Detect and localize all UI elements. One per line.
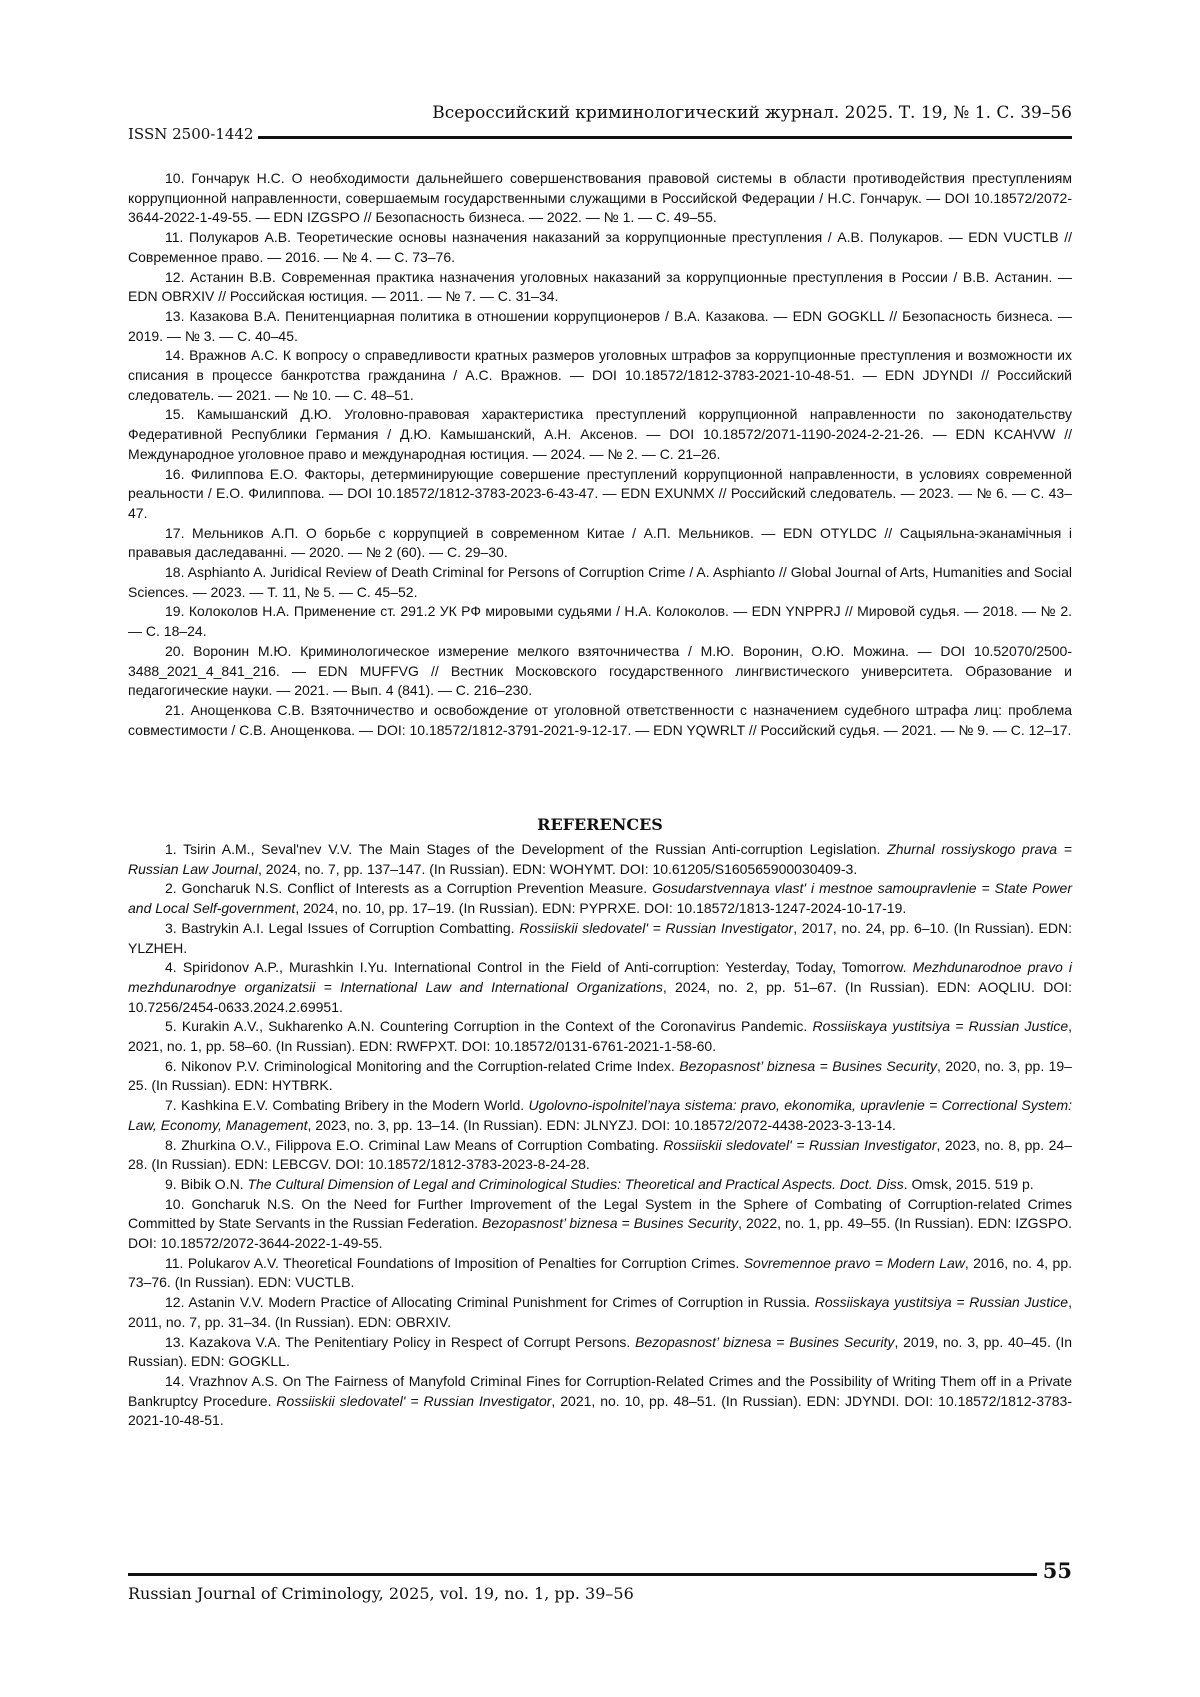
reference-details: , 2024, no. 10, pp. 17–19. (In Russian). EDN: PYPRXE. DOI: 10.18572/1813-1247-2024-10-17-19. — [295, 900, 906, 916]
reference-source: Rossiiskii sledovatel' = Russian Investigator — [276, 1393, 551, 1409]
reference-item: 13. Казакова В.А. Пенитенциарная политика в отношении коррупционеров / В.А. Казакова. — EDN GOGKLL // Безопасность бизнеса. — 2019. — № 3. — С. 40–45. — [128, 307, 1072, 346]
reference-details: , 2017, no. 24, pp. 6–10. (In Russian). EDN: YLZHEH. — [128, 920, 1072, 956]
footer-journal-citation: Russian Journal of Criminology, 2025, vol. 19, no. 1, pp. 39–56 — [128, 1584, 634, 1603]
reference-details: . Omsk, 2015. 519 p. — [904, 1176, 1034, 1192]
reference-source: Bezopasnost’ biznesa = Busines Security — [679, 1058, 937, 1074]
reference-authors-title: 1. Tsirin A.M., Seval'nev V.V. The Main Stages of the Development of the Russian Anti-corruption Legislation. — [165, 841, 887, 857]
reference-item — [128, 1333, 1072, 1372]
reference-authors-title: 12. Astanin V.V. Modern Practice of Allocating Criminal Punishment for Crimes of Corruption in Russia. — [165, 1294, 815, 1310]
reference-details: , 2023, no. 8, pp. 24–28. (In Russian). EDN: LEBCGV. DOI: 10.18572/1812-3783-2023-8-24-28. — [128, 1137, 1072, 1173]
reference-item: 17. Мельников А.П. О борьбе с коррупцией в современном Китае / А.П. Мельников. — EDN OTYLDC // Сацыяльна-эканамічныя і прававыя даследаванні. — 2020. — № 2 (60). — С. 29–30. — [128, 524, 1072, 563]
reference-source: Rossiiskii sledovatel' = Russian Investigator — [663, 1137, 936, 1153]
page-number: 55 — [1037, 1558, 1072, 1583]
reference-item: 12. Астанин В.В. Современная практика назначения уголовных наказаний за коррупционные преступления в России / В.В. Астанин. — EDN OBRXIV // Российская юстиция. — 2011. — № 7. — С. 31–34. — [128, 268, 1072, 307]
reference-details: , 2019, no. 3, pp. 40–45. (In Russian). EDN: GOGKLL. — [128, 1334, 1072, 1370]
reference-authors-title: 8. Zhurkina O.V., Filippova E.O. Criminal Law Means of Corruption Combating. — [165, 1137, 663, 1153]
reference-item — [128, 1096, 1072, 1135]
reference-item: 18. Asphianto A. Juridical Review of Death Criminal for Persons of Corruption Crime / A. Asphianto // Global Journal of Arts, Humanities and Social Sciences. — 2023. — Т. 11, № 5. — С. 45–52. — [128, 563, 1072, 602]
reference-source: The Cultural Dimension of Legal and Criminological Studies: Theoretical and Practical Aspects. Doct. Diss — [247, 1176, 903, 1192]
reference-details: , 2011, no. 7, pp. 31–34. (In Russian). EDN: OBRXIV. — [128, 1294, 1072, 1330]
reference-item: 21. Анощенкова С.В. Взяточничество и освобождение от уголовной ответственности с назначением судебного штрафа лиц: проблема совместимости / С.В. Анощенкова. — DOI: 10.18572/1812-3791-2021-9-12-17. — EDN YQWRLT // Российский судья. — 2021. — № 9. — С. 12–17. — [128, 701, 1072, 740]
reference-item — [128, 1175, 1072, 1195]
reference-authors-title: 5. Kurakin A.V., Sukharenko A.N. Countering Corruption in the Context of the Coronavirus Pandemic. — [165, 1018, 812, 1034]
reference-item — [128, 1057, 1072, 1096]
reference-details: , 2020, no. 3, pp. 19–25. (In Russian). EDN: HYTBRK. — [128, 1058, 1072, 1094]
reference-source: Gosudarstvennaya vlast' i mestnoe samoupravlenie = State Power and Local Self-government — [128, 880, 1072, 916]
reference-details: , 2021, no. 10, pp. 48–51. (In Russian). EDN: JDYNDI. DOI: 10.18572/1812-3783-2021-10-48-51. — [128, 1393, 1072, 1429]
footer-rule — [128, 1573, 1054, 1576]
reference-item: 11. Полукаров А.В. Теоретические основы назначения наказаний за коррупционные преступления / А.В. Полукаров. — EDN VUCTLB // Современное право. — 2016. — № 4. — С. 73–76. — [128, 228, 1072, 267]
reference-source: Rossiiskii sledovatel' = Russian Investigator — [519, 920, 793, 936]
reference-item: 20. Воронин М.Ю. Криминологическое измерение мелкого взяточничества / М.Ю. Воронин, О.Ю. Можина. — DOI 10.52070/2500-3488_2021_4_841_216. — EDN MUFFVG // Вестник Московского государственного лингвистического университета. Образование и педагогические науки. — 2021. — Вып. 4 (841). — С. 216–230. — [128, 642, 1072, 701]
reference-details: , 2021, no. 1, pp. 58–60. (In Russian). EDN: RWFPXT. DOI: 10.18572/0131-6761-2021-1-58-60. — [128, 1018, 1072, 1054]
reference-source: Mezhdunarodnoe pravo i mezhdunarodnye organizatsii = International Law and International Organizations — [128, 959, 1072, 995]
reference-authors-title: 3. Bastrykin A.I. Legal Issues of Corruption Combatting. — [165, 920, 519, 936]
reference-item — [128, 1293, 1072, 1332]
reference-details: , 2024, no. 7, pp. 137–147. (In Russian). EDN: WOHYMT. DOI: 10.61205/S160565900030409-3. — [258, 861, 857, 877]
reference-item: 16. Филиппова Е.О. Факторы, детерминирующие совершение преступлений коррупционной направленности, в условиях современной реальности / Е.О. Филиппова. — DOI 10.18572/1812-3783-2023-6-43-47. — EDN EXUNMX // Российский следователь. — 2023. — № 6. — С. 43–47. — [128, 465, 1072, 524]
reference-authors-title: 11. Polukarov A.V. Theoretical Foundations of Imposition of Penalties for Corruption Crimes. — [165, 1255, 744, 1271]
header-rule — [128, 136, 1072, 139]
reference-item — [128, 1136, 1072, 1175]
reference-item: 19. Колоколов Н.А. Применение ст. 291.2 УК РФ мировыми судьями / Н.А. Колоколов. — EDN YNPPRJ // Мировой судья. — 2018. — № 2. — С. 18–24. — [128, 602, 1072, 641]
reference-item — [128, 879, 1072, 918]
reference-details: , 2023, no. 3, pp. 13–14. (In Russian). EDN: JLNYZJ. DOI: 10.18572/2072-4438-2023-3-13-14. — [308, 1117, 896, 1133]
reference-item — [128, 840, 1072, 879]
reference-source: Ugolovno-ispolnitel’naya sistema: pravo, ekonomika, upravlenie = Correctional System: Law, Economy, Management — [128, 1097, 1072, 1133]
reference-source: Bezopasnost’ biznesa = Busines Security — [482, 1215, 738, 1231]
reference-item — [128, 1372, 1072, 1431]
reference-item — [128, 1017, 1072, 1056]
header-journal-title: Всероссийский криминологический журнал. 2025. Т. 19, № 1. С. 39–56 — [432, 103, 1072, 123]
reference-authors-title: 13. Kazakova V.A. The Penitentiary Policy in Respect of Corrupt Persons. — [165, 1334, 635, 1350]
reference-source: Zhurnal rossiyskogo prava = Russian Law Journal — [128, 841, 1072, 877]
reference-authors-title: 10. Goncharuk N.S. On the Need for Further Improvement of the Legal System in the Sphere of Combating of Corruption-related Crimes Committed by State Servants in the Russian Federation. — [128, 1196, 1072, 1232]
reference-authors-title: 14. Vrazhnov A.S. On The Fairness of Manyfold Criminal Fines for Corruption-Related Crimes and the Possibility of Writing Them off in a Private Bankruptcy Procedure. — [128, 1373, 1072, 1409]
reference-authors-title: 6. Nikonov P.V. Criminological Monitoring and the Corruption-related Crime Index. — [165, 1058, 679, 1074]
reference-item: 10. Гончарук Н.С. О необходимости дальнейшего совершенствования правовой системы в области противодействия преступлениям коррупционной направленности, совершаемым государственными служащими в Российской Федерации / Н.С. Гончарук. — DOI 10.18572/2072-3644-2022-1-49-55. — EDN IZGSPO // Безопасность бизнеса. — 2022. — № 1. — С. 49–55. — [128, 169, 1072, 228]
english-reference-list — [128, 840, 1072, 1431]
reference-item — [128, 958, 1072, 1017]
reference-source: Bezopasnost’ biznesa = Busines Security — [635, 1334, 894, 1350]
reference-item — [128, 1254, 1072, 1293]
reference-details: , 2022, no. 1, pp. 49–55. (In Russian). EDN: IZGSPO. DOI: 10.18572/2072-3644-2022-1-49-55. — [128, 1215, 1072, 1251]
reference-source: Rossiiskaya yustitsiya = Russian Justice — [812, 1018, 1068, 1034]
reference-item: 14. Вражнов А.С. К вопросу о справедливости кратных размеров уголовных штрафов за коррупционные преступления и возможности их списания в процессе банкротства гражданина / А.С. Вражнов. — DOI 10.18572/1812-3783-2021-10-48-51. — EDN JDYNDI // Российский следователь. — 2021. — № 10. — С. 48–51. — [128, 346, 1072, 405]
reference-details: , 2016, no. 4, pp. 73–76. (In Russian). EDN: VUCTLB. — [128, 1255, 1072, 1291]
reference-authors-title: 2. Goncharuk N.S. Conflict of Interests as a Corruption Prevention Measure. — [165, 880, 652, 896]
journal-page — [0, 0, 1200, 1697]
reference-authors-title: 9. Bibik O.N. — [165, 1176, 247, 1192]
reference-authors-title: 7. Kashkina E.V. Combating Bribery in the Modern World. — [165, 1097, 528, 1113]
reference-item: 15. Камышанский Д.Ю. Уголовно-правовая характеристика преступлений коррупционной направленности по законодательству Федеративной Республики Германия / Д.Ю. Камышанский, А.Н. Аксенов. — DOI 10.18572/2071-1190-2024-2-21-26. — EDN KCAHVW // Международное уголовное право и международная юстиция. — 2024. — № 2. — С. 21–26. — [128, 405, 1072, 464]
reference-source: Rossiiskaya yustitsiya = Russian Justice — [815, 1294, 1068, 1310]
reference-source: Sovremennoe pravo = Modern Law — [744, 1255, 965, 1271]
reference-authors-title: 4. Spiridonov A.P., Murashkin I.Yu. International Control in the Field of Anti-corruption: Yesterday, Today, Tomorrow. — [165, 959, 913, 975]
reference-details: , 2024, no. 2, pp. 51–67. (In Russian). EDN: AOQLIU. DOI: 10.7256/2454-0633.2024.2.69951. — [128, 979, 1072, 1015]
references-heading: REFERENCES — [128, 815, 1072, 834]
reference-item — [128, 1195, 1072, 1254]
header-issn: ISSN 2500-1442 — [128, 125, 258, 143]
russian-reference-list — [128, 169, 1072, 740]
reference-item — [128, 919, 1072, 958]
